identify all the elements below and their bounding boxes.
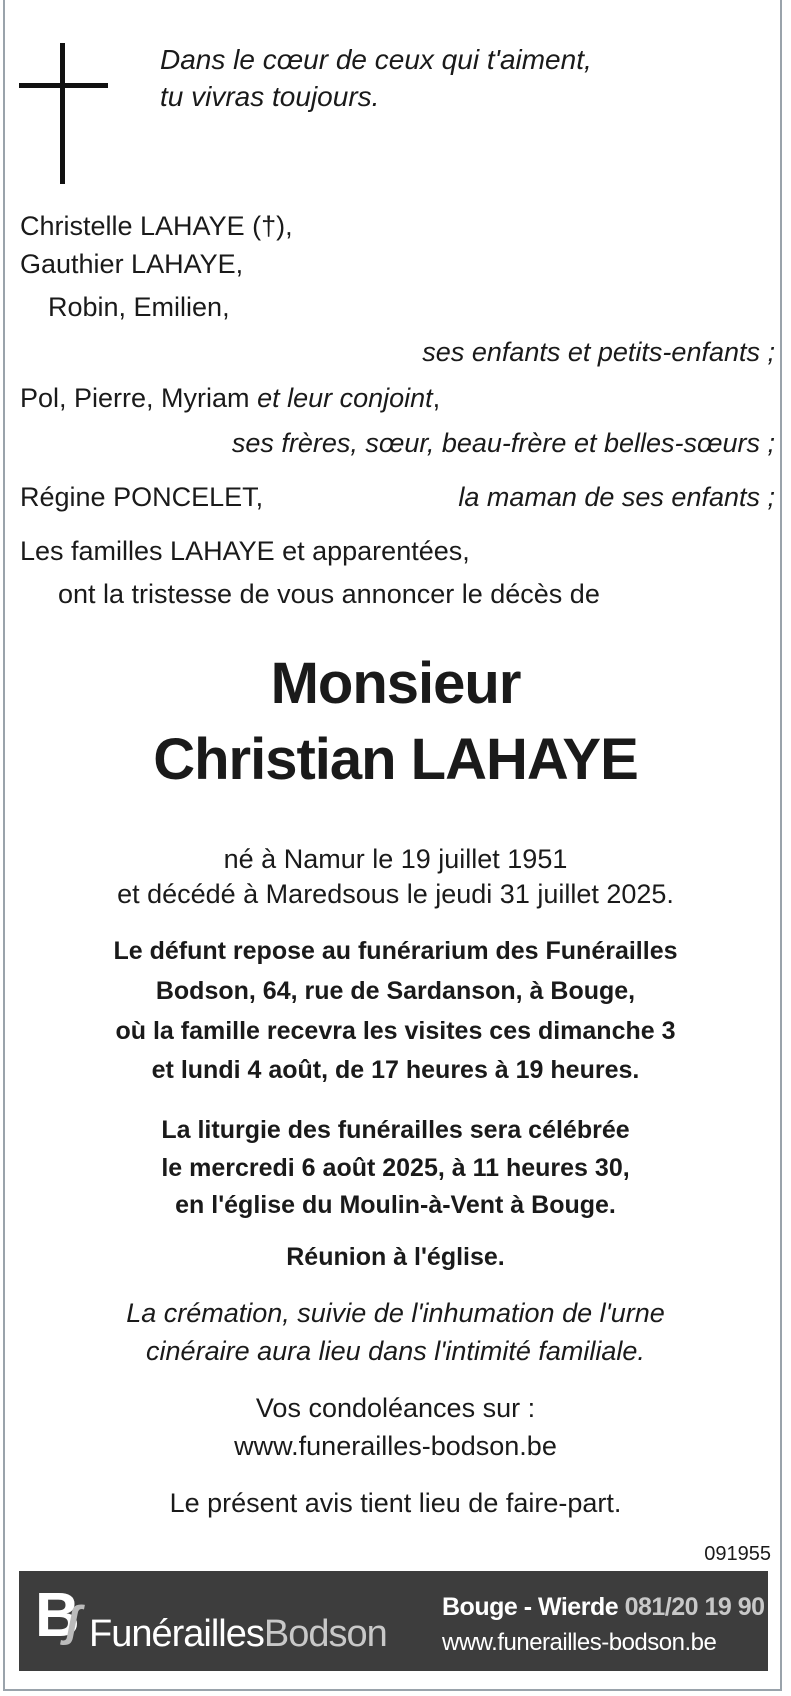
names: Pol, Pierre, Myriam — [20, 383, 250, 413]
visitation-line: et lundi 4 août, de 17 heures à 19 heures. — [151, 1056, 640, 1084]
cremation-line: cinéraire aura lieu dans l'intimité familiale. — [146, 1336, 645, 1366]
quote-line: tu vivras toujours. — [160, 81, 380, 112]
relation: et leur conjoint — [257, 383, 433, 413]
reference-number: 091955 — [704, 1543, 771, 1565]
family-line — [20, 385, 440, 412]
family-line: Les familles LAHAYE et apparentées, — [20, 536, 470, 566]
logo-mark: Bʃ — [35, 1581, 66, 1650]
family-line: la maman de ses enfants ; — [458, 482, 775, 512]
visitation-line: où la famille recevra les visites ces dimanche 3 — [115, 1017, 676, 1045]
family-line: ses frères, sœur, beau-frère et belles-sœurs ; — [231, 428, 775, 458]
notice-line: Le présent avis tient lieu de faire-part. — [169, 1488, 622, 1518]
cremation-line: La crémation, suivie de l'inhumation de l'urne — [126, 1298, 665, 1328]
brand-name: FunéraillesBodson — [89, 1613, 387, 1655]
dates-line: et décédé à Maredsous le jeudi 31 juillet 2025. — [117, 879, 674, 909]
comma: , — [432, 383, 441, 413]
funeral-home-banner — [19, 1571, 768, 1671]
family-line: Régine PONCELET, — [20, 482, 264, 512]
family-line: Gauthier LAHAYE, — [20, 249, 244, 279]
liturgy-line: en l'église du Moulin-à-Vent à Bouge. — [175, 1191, 616, 1219]
family-line: Robin, Emilien, — [48, 292, 230, 322]
condolences-link[interactable]: www.funerailles-bodson.be — [234, 1431, 557, 1461]
condolences-line: Vos condoléances sur : — [255, 1393, 536, 1423]
contact-line: Bouge - Wierde 081/20 19 90 — [442, 1593, 765, 1621]
quote-line: Dans le cœur de ceux qui t'aiment, — [160, 44, 592, 75]
cross-icon — [60, 43, 65, 184]
family-line: ont la tristesse de vous annoncer le décès de — [58, 579, 600, 609]
deceased-title: Monsieur — [270, 651, 521, 716]
family-line: Christelle LAHAYE (†), — [20, 211, 293, 241]
footer-website[interactable]: www.funerailles-bodson.be — [442, 1629, 717, 1656]
meeting-line: Réunion à l'église. — [286, 1243, 505, 1271]
liturgy-line: le mercredi 6 août 2025, à 11 heures 30, — [161, 1154, 630, 1182]
family-line: ses enfants et petits-enfants ; — [422, 337, 775, 367]
visitation-line: Bodson, 64, rue de Sardanson, à Bouge, — [155, 977, 636, 1005]
liturgy-line: La liturgie des funérailles sera célébrée — [161, 1116, 630, 1144]
visitation-line: Le défunt repose au funérarium des Funérailles — [113, 937, 678, 965]
deceased-name: Christian LAHAYE — [153, 727, 638, 792]
dates-line: né à Namur le 19 juillet 1951 — [223, 844, 568, 874]
cross-icon-bar — [19, 83, 108, 88]
